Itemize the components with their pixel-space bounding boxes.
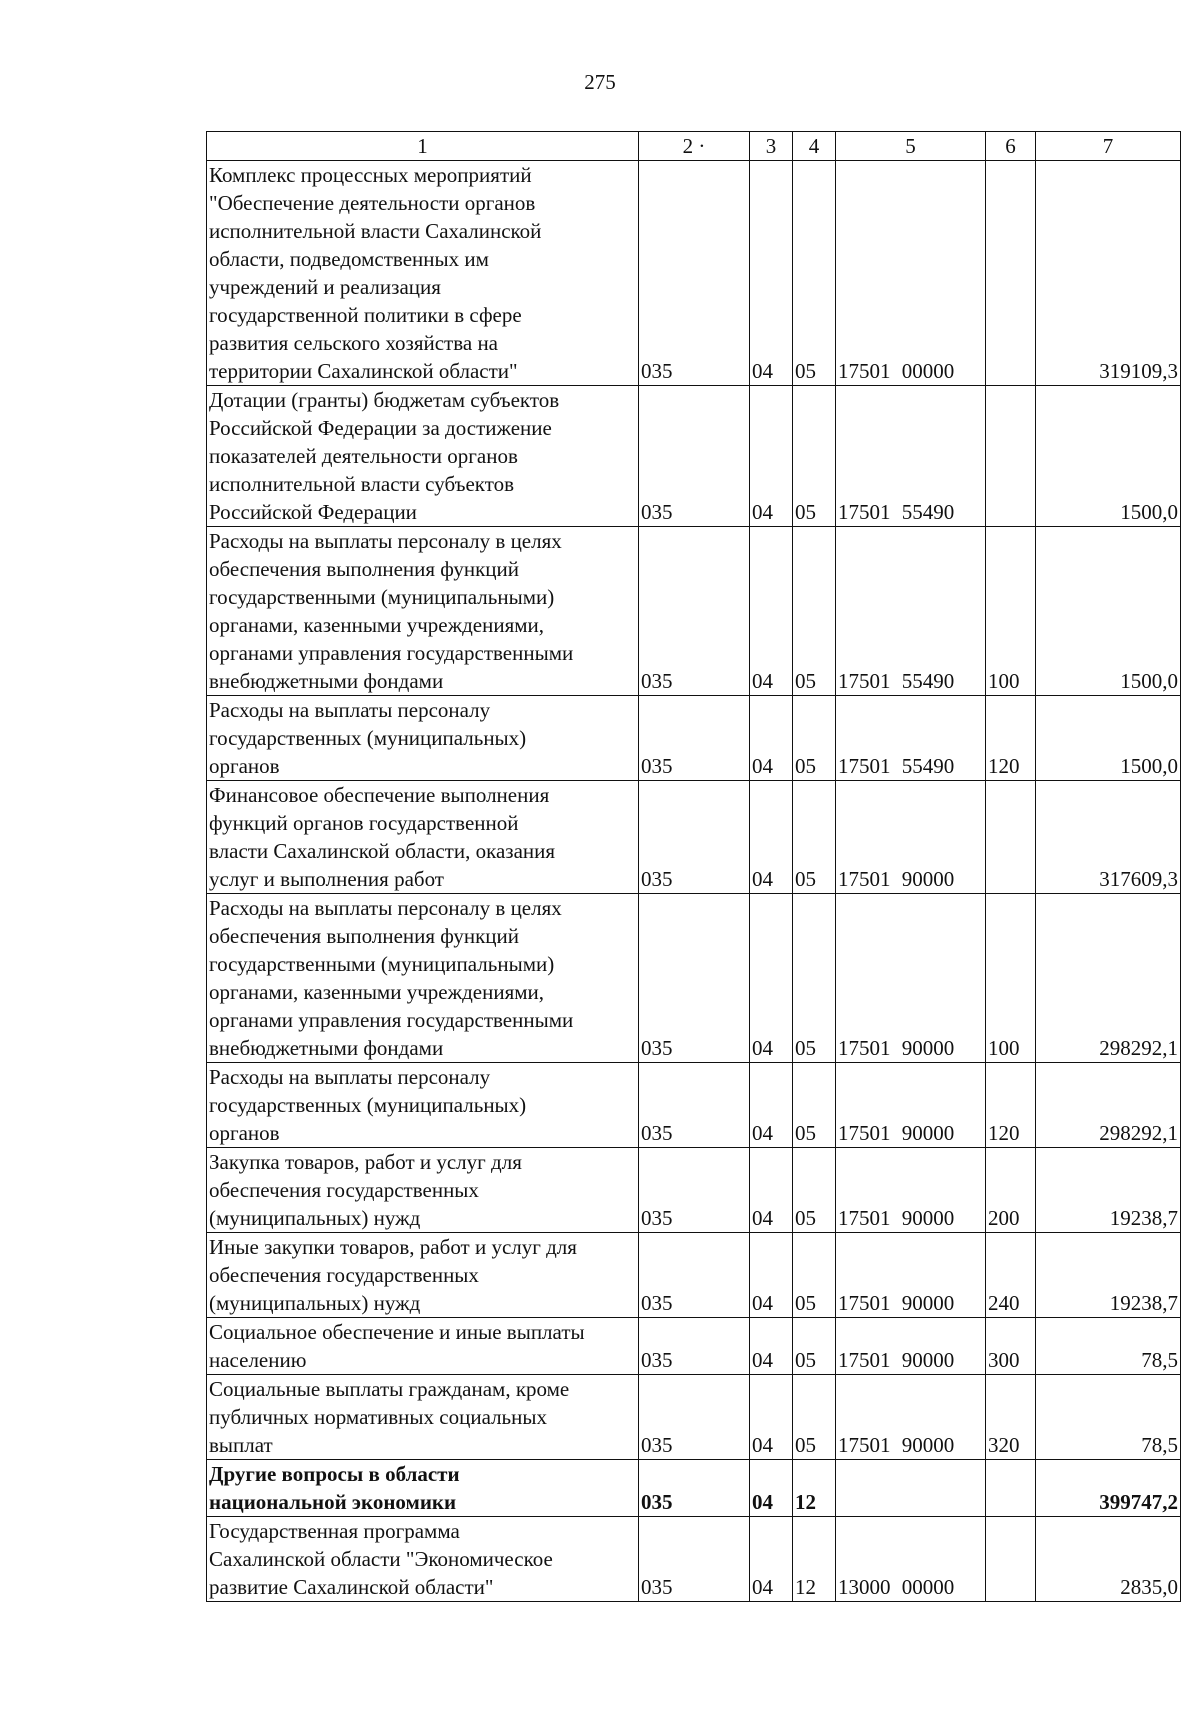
subsection-code: 05 — [793, 696, 836, 781]
ministry-code: 035 — [639, 1318, 750, 1375]
row-description: Комплекс процессных мероприятий "Обеспечение деятельности органов исполнительной власти Сахалинской области, подведомственных им учреждений и реализация государственной политики в сфере развития сельского хозяйства на территории Сахалинской области" — [207, 161, 639, 386]
target-article-code: 17501 90000 — [836, 1148, 986, 1233]
table-row — [207, 1063, 1181, 1148]
expense-type-code: 300 — [986, 1318, 1036, 1375]
section-code: 04 — [750, 1375, 793, 1460]
table-row — [207, 386, 1181, 527]
expense-type-code: 100 — [986, 527, 1036, 696]
ministry-code: 035 — [639, 1517, 750, 1602]
column-header: 4 — [793, 132, 836, 161]
table-row — [207, 1233, 1181, 1318]
amount: 298292,1 — [1036, 894, 1181, 1063]
expense-type-code: 120 — [986, 1063, 1036, 1148]
target-article-code: 17501 55490 — [836, 527, 986, 696]
row-description: Иные закупки товаров, работ и услуг для обеспечения государственных (муниципальных) нужд — [207, 1233, 639, 1318]
ministry-code: 035 — [639, 527, 750, 696]
table-row — [207, 527, 1181, 696]
row-description: Другие вопросы в области национальной экономики — [207, 1460, 639, 1517]
row-description: Дотации (гранты) бюджетам субъектов Российской Федерации за достижение показателей деятельности органов исполнительной власти субъектов Российской Федерации — [207, 386, 639, 527]
table-row — [207, 1318, 1181, 1375]
ministry-code: 035 — [639, 894, 750, 1063]
amount: 78,5 — [1036, 1318, 1181, 1375]
section-code: 04 — [750, 1063, 793, 1148]
ministry-code: 035 — [639, 1460, 750, 1517]
table-row — [207, 696, 1181, 781]
row-description: Расходы на выплаты персоналу в целях обеспечения выполнения функций государственными (муниципальными) органами, казенными учреждениями, органами управления государственными внебюджетными фондами — [207, 527, 639, 696]
section-code: 04 — [750, 1233, 793, 1318]
subsection-code: 05 — [793, 1148, 836, 1233]
section-code: 04 — [750, 527, 793, 696]
subsection-code: 05 — [793, 781, 836, 894]
table-row-section-total — [207, 1460, 1181, 1517]
row-description: Социальное обеспечение и иные выплаты населению — [207, 1318, 639, 1375]
ministry-code: 035 — [639, 386, 750, 527]
target-article-code — [836, 1460, 986, 1517]
amount: 399747,2 — [1036, 1460, 1181, 1517]
amount: 1500,0 — [1036, 527, 1181, 696]
table-row — [207, 1517, 1181, 1602]
subsection-code: 05 — [793, 161, 836, 386]
expense-type-code: 240 — [986, 1233, 1036, 1318]
section-code: 04 — [750, 894, 793, 1063]
column-header: 2 · — [639, 132, 750, 161]
table-row — [207, 781, 1181, 894]
ministry-code: 035 — [639, 1233, 750, 1318]
row-description: Социальные выплаты гражданам, кроме публичных нормативных социальных выплат — [207, 1375, 639, 1460]
target-article-code: 13000 00000 — [836, 1517, 986, 1602]
ministry-code: 035 — [639, 1375, 750, 1460]
amount: 298292,1 — [1036, 1063, 1181, 1148]
subsection-code: 05 — [793, 1233, 836, 1318]
expense-type-code: 120 — [986, 696, 1036, 781]
amount: 78,5 — [1036, 1375, 1181, 1460]
amount: 19238,7 — [1036, 1148, 1181, 1233]
header-row — [207, 132, 1181, 161]
table-row — [207, 161, 1181, 386]
row-description: Расходы на выплаты персоналу государственных (муниципальных) органов — [207, 1063, 639, 1148]
ministry-code: 035 — [639, 161, 750, 386]
subsection-code: 12 — [793, 1460, 836, 1517]
expense-type-code: 200 — [986, 1148, 1036, 1233]
section-code: 04 — [750, 1460, 793, 1517]
section-code: 04 — [750, 1517, 793, 1602]
section-code: 04 — [750, 386, 793, 527]
amount: 1500,0 — [1036, 386, 1181, 527]
ministry-code: 035 — [639, 696, 750, 781]
page-number: 275 — [584, 70, 616, 94]
ministry-code: 035 — [639, 1148, 750, 1233]
target-article-code: 17501 55490 — [836, 696, 986, 781]
expense-type-code — [986, 781, 1036, 894]
subsection-code: 05 — [793, 527, 836, 696]
target-article-code: 17501 90000 — [836, 781, 986, 894]
table-row — [207, 1148, 1181, 1233]
subsection-code: 05 — [793, 1063, 836, 1148]
target-article-code: 17501 90000 — [836, 1375, 986, 1460]
section-code: 04 — [750, 161, 793, 386]
subsection-code: 05 — [793, 894, 836, 1063]
target-article-code: 17501 90000 — [836, 894, 986, 1063]
subsection-code: 12 — [793, 1517, 836, 1602]
table-row — [207, 1375, 1181, 1460]
section-code: 04 — [750, 781, 793, 894]
amount: 19238,7 — [1036, 1233, 1181, 1318]
expense-type-code — [986, 161, 1036, 386]
subsection-code: 05 — [793, 386, 836, 527]
target-article-code: 17501 90000 — [836, 1063, 986, 1148]
column-header: 7 — [1036, 132, 1181, 161]
table-row — [207, 894, 1181, 1063]
target-article-code: 17501 00000 — [836, 161, 986, 386]
amount: 317609,3 — [1036, 781, 1181, 894]
expense-type-code — [986, 1517, 1036, 1602]
target-article-code: 17501 55490 — [836, 386, 986, 527]
target-article-code: 17501 90000 — [836, 1233, 986, 1318]
subsection-code: 05 — [793, 1318, 836, 1375]
expense-type-code: 320 — [986, 1375, 1036, 1460]
column-header: 3 — [750, 132, 793, 161]
ministry-code: 035 — [639, 781, 750, 894]
ministry-code: 035 — [639, 1063, 750, 1148]
row-description: Финансовое обеспечение выполнения функций органов государственной власти Сахалинской области, оказания услуг и выполнения работ — [207, 781, 639, 894]
column-header: 6 — [986, 132, 1036, 161]
section-code: 04 — [750, 1318, 793, 1375]
row-description: Расходы на выплаты персоналу государственных (муниципальных) органов — [207, 696, 639, 781]
amount: 1500,0 — [1036, 696, 1181, 781]
column-header: 1 — [207, 132, 639, 161]
row-description: Расходы на выплаты персоналу в целях обеспечения выполнения функций государственными (муниципальными) органами, казенными учреждениями, органами управления государственными внебюджетными фондами — [207, 894, 639, 1063]
expense-type-code — [986, 1460, 1036, 1517]
budget-table — [206, 131, 1181, 1602]
column-header: 5 — [836, 132, 986, 161]
row-description: Государственная программа Сахалинской области "Экономическое развитие Сахалинской области" — [207, 1517, 639, 1602]
expense-type-code: 100 — [986, 894, 1036, 1063]
section-code: 04 — [750, 1148, 793, 1233]
expense-type-code — [986, 386, 1036, 527]
row-description: Закупка товаров, работ и услуг для обеспечения государственных (муниципальных) нужд — [207, 1148, 639, 1233]
amount: 2835,0 — [1036, 1517, 1181, 1602]
target-article-code: 17501 90000 — [836, 1318, 986, 1375]
amount: 319109,3 — [1036, 161, 1181, 386]
section-code: 04 — [750, 696, 793, 781]
subsection-code: 05 — [793, 1375, 836, 1460]
